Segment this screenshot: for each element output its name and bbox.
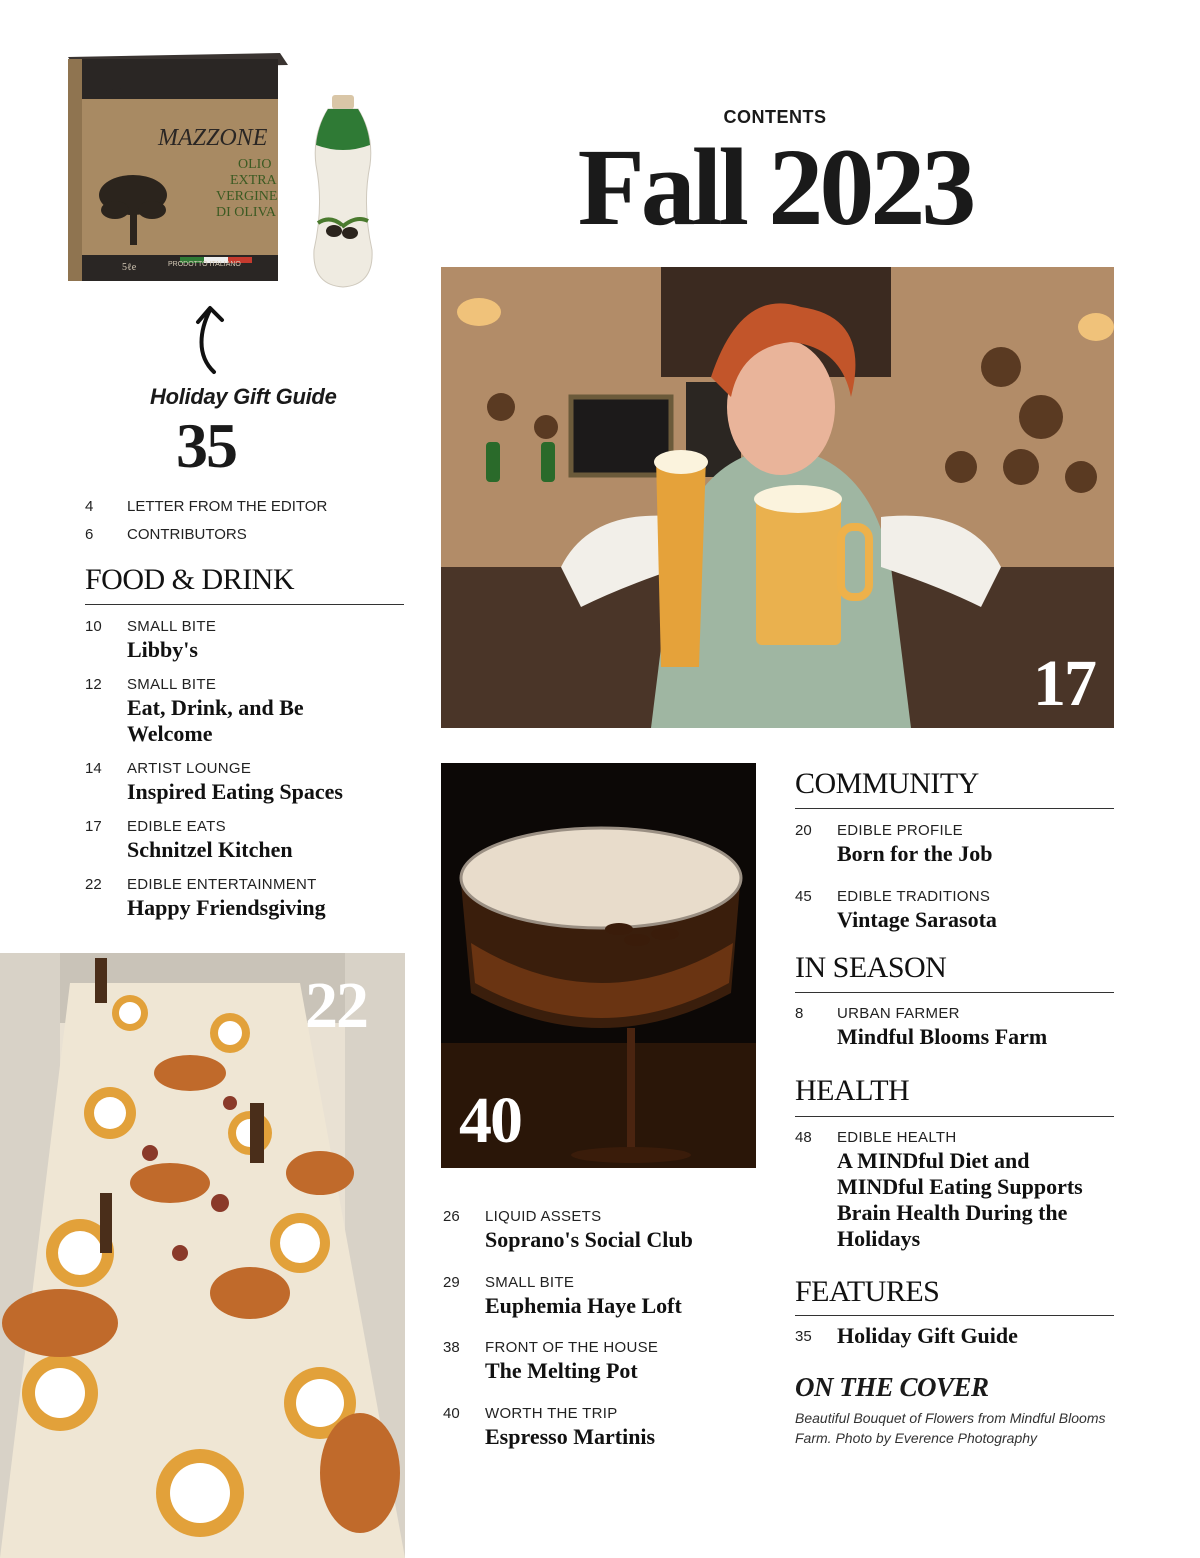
box-line-1: OLIO [238,157,272,172]
beer-photo[interactable] [441,267,1114,728]
toc-item[interactable] [85,676,405,748]
toc-kicker: SMALL BITE [485,1274,575,1291]
toc-title: Eat, Drink, and Be Welcome [127,695,304,746]
box-bottom-text: PRODOTTO ITALIANO [168,261,241,268]
olive-oil-illustration [30,45,400,295]
section-heading-in-season: IN SEASON [795,951,947,984]
toc-kicker: LIQUID ASSETS [485,1208,602,1225]
toc-kicker: SMALL BITE [127,676,217,693]
toc-page: 17 [85,818,102,835]
section-rule [85,604,404,605]
toc-page: 40 [443,1405,460,1422]
toc-page: 14 [85,760,102,777]
toc-page: 29 [443,1274,460,1291]
toc-item[interactable] [85,818,405,864]
toc-title: Schnitzel Kitchen [127,837,293,862]
toc-item[interactable] [795,822,1115,868]
toc-title: Happy Friendsgiving [127,895,326,920]
arrow-up-icon [188,300,238,380]
feast-photo[interactable] [0,953,405,1558]
toc-kicker: EDIBLE TRADITIONS [837,888,991,905]
toc-kicker: EDIBLE EATS [127,818,226,835]
front-item-page: 4 [85,498,94,515]
toc-kicker: EDIBLE HEALTH [837,1129,957,1146]
gift-guide-page: 35 [176,410,236,481]
section-heading-community: COMMUNITY [795,767,979,800]
contents-label: CONTENTS [723,107,827,127]
section-rule [795,1116,1114,1117]
feast-page-number: 22 [305,969,367,1042]
martini-page-number: 40 [459,1084,521,1157]
toc-item[interactable] [85,760,405,806]
cover-caption: Beautiful Bouquet of Flowers from Mindful Blooms Farm. Photo by Everence Photography [795,1410,1106,1446]
toc-item[interactable] [85,876,405,922]
toc-title: Holiday Gift Guide [837,1323,1018,1348]
toc-page: 20 [795,822,812,839]
box-size: 5ℓe [122,262,137,273]
toc-kicker: SMALL BITE [127,618,217,635]
toc-title: Soprano's Social Club [485,1227,693,1252]
box-brand: MAZZONE [158,125,268,151]
section-rule [795,808,1114,809]
toc-title: Libby's [127,637,198,662]
toc-title: A MINDful Diet and MINDful Eating Supports Brain Health During the Holidays [837,1148,1083,1251]
front-item-editor[interactable] [85,498,405,518]
toc-page: 22 [85,876,102,893]
toc-title: Espresso Martinis [485,1424,656,1449]
section-rule [795,1315,1114,1316]
toc-page: 26 [443,1208,460,1225]
front-item-label: CONTRIBUTORS [127,526,247,543]
toc-item[interactable] [795,1323,1115,1353]
toc-item[interactable] [795,888,1115,934]
beer-page-number: 17 [1033,647,1095,720]
feast-illustration [0,953,405,1558]
toc-kicker: WORTH THE TRIP [485,1405,618,1422]
toc-title: Vintage Sarasota [837,907,997,932]
toc-item[interactable] [443,1274,743,1320]
gift-guide-label: Holiday Gift Guide [150,384,337,409]
toc-kicker: EDIBLE PROFILE [837,822,963,839]
toc-title: The Melting Pot [485,1358,638,1383]
toc-item[interactable] [443,1208,743,1254]
toc-title: Euphemia Haye Loft [485,1293,682,1318]
toc-kicker: EDIBLE ENTERTAINMENT [127,876,317,893]
section-heading-health: HEALTH [795,1074,910,1107]
toc-item[interactable] [443,1405,743,1451]
toc-kicker: FRONT OF THE HOUSE [485,1339,659,1356]
section-rule [795,992,1114,993]
toc-item[interactable] [795,1129,1115,1254]
toc-page: 48 [795,1129,812,1146]
front-item-page: 6 [85,526,94,543]
toc-title: Inspired Eating Spaces [127,779,343,804]
issue-title: Fall 2023 [577,126,973,248]
toc-page: 8 [795,1005,804,1022]
toc-kicker: URBAN FARMER [837,1005,960,1022]
martini-photo[interactable] [441,763,756,1168]
box-line-2: EXTRA [230,173,277,188]
toc-page: 45 [795,888,812,905]
toc-title: Born for the Job [837,841,993,866]
toc-item[interactable] [443,1339,743,1385]
beer-illustration [441,267,1114,728]
cover-heading: ON THE COVER [795,1372,989,1402]
box-line-3: VERGINE [216,189,278,204]
toc-page: 38 [443,1339,460,1356]
toc-kicker: ARTIST LOUNGE [127,760,252,777]
toc-page: 12 [85,676,102,693]
olive-oil-product-image [30,45,400,295]
front-item-label: LETTER FROM THE EDITOR [127,498,328,515]
toc-item[interactable] [85,618,405,664]
toc-page: 10 [85,618,102,635]
toc-page: 35 [795,1328,812,1345]
toc-item[interactable] [795,1005,1115,1051]
toc-title: Mindful Blooms Farm [837,1024,1048,1049]
front-item-contributors[interactable] [85,526,405,546]
section-heading-features: FEATURES [795,1275,940,1308]
section-heading-food-drink: FOOD & DRINK [85,563,295,596]
box-line-4: DI OLIVA [216,205,277,220]
